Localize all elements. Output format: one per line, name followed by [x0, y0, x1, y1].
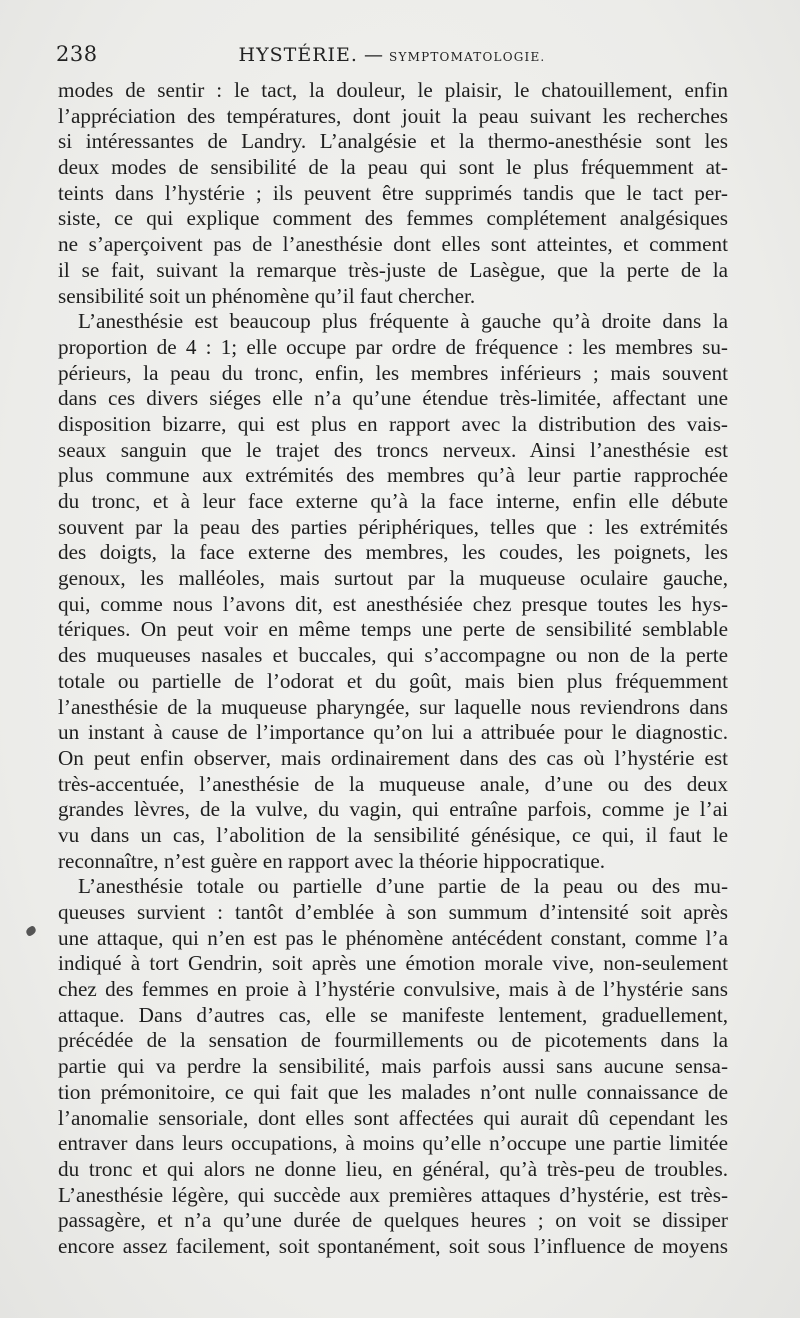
text-line: reconnaître, n’est guère en rapport avec la théorie hippocratique. [58, 848, 606, 873]
text-line: tériques. On peut voir en même temps une perte de sensibilité semblable [58, 617, 728, 642]
running-head-separator: — [364, 44, 383, 66]
text-line: l’anomalie sensoriale, dont elles sont affectées qui aurait dû cependant les [58, 1105, 728, 1130]
text-line: totale ou partielle de l’odorat et du goût, mais bien plus fréquemment [58, 668, 728, 693]
text-line: plus commune aux extrémités des membres qu’à leur partie rapprochée [58, 463, 728, 488]
ink-blot-mark [25, 925, 38, 937]
text-line: indiqué à tort Gendrin, soit après une émotion morale vive, non-seulement [58, 951, 728, 976]
text-line: passagère, et n’a qu’une durée de quelques heures ; on voit se dissiper [58, 1208, 728, 1233]
text-line: On peut enfin observer, mais ordinairement dans des cas où l’hystérie est [58, 745, 728, 770]
text-line: chez des femmes en proie à l’hystérie convulsive, mais à de l’hystérie sans [58, 977, 728, 1002]
text-line: teints dans l’hystérie ; ils peuvent être supprimés tandis que le tact per- [58, 180, 728, 205]
text-line: ne s’aperçoivent pas de l’anesthésie dont elles sont atteintes, et comment [58, 232, 728, 257]
text-line: tion prémonitoire, ce qui fait que les malades n’ont nulle connaissance de [58, 1079, 728, 1104]
text-line: L’anesthésie légère, qui succède aux premières attaques d’hystérie, est très- [58, 1182, 728, 1207]
text-line: seaux sanguin que le trajet des troncs nerveux. Ainsi l’anesthésie est [58, 437, 728, 462]
text-line: qui, comme nous l’avons dit, est anesthésiée chez presque toutes les hys- [58, 591, 728, 616]
text-line: encore assez facilement, soit spontanément, soit sous l’influence de moyens [58, 1233, 728, 1258]
text-line: souvent par la peau des parties périphériques, telles que : les extrémités [58, 514, 728, 539]
text-line: des muqueuses nasales et buccales, qui s’accompagne ou non de la perte [58, 643, 728, 668]
text-line: grandes lèvres, de la vulve, du vagin, qui entraîne parfois, comme je l’ai [58, 797, 728, 822]
text-line: une attaque, qui n’en est pas le phénomène antécédent constant, comme l’a [58, 925, 728, 950]
body-text [58, 78, 728, 1260]
text-line: vu dans un cas, l’abolition de la sensibilité génésique, ce qui, il faut le [58, 822, 728, 847]
text-line: disposition bizarre, qui est plus en rapport avec la distribution des vais- [58, 411, 728, 436]
text-line: précédée de la sensation de fourmillements ou de picotements dans la [58, 1028, 728, 1053]
text-line: l’anesthésie de la muqueuse pharyngée, sur laquelle nous reviendrons dans [58, 694, 728, 719]
text-line: il se fait, suivant la remarque très-juste de Lasègue, que la perte de la [58, 257, 728, 282]
text-line: dans ces divers siéges elle n’a qu’une étendue très-limitée, affectant une [58, 386, 728, 411]
text-line: L’anesthésie est beaucoup plus fréquente à gauche qu’à droite dans la [78, 309, 728, 334]
page-number: 238 [56, 42, 98, 66]
text-line: des doigts, la face externe des membres, les coudes, les poignets, les [58, 540, 728, 565]
text-line: l’appréciation des températures, dont jouit la peau suivant les recherches [58, 103, 728, 128]
text-line: proportion de 4 : 1; elle occupe par ordre de fréquence : les membres su- [58, 334, 728, 359]
text-line: queuses survient : tantôt d’emblée à son summum d’intensité soit après [58, 900, 728, 924]
running-head [56, 44, 728, 66]
text-line: sensibilité soit un phénomène qu’il faut chercher. [58, 283, 476, 308]
text-line: du tronc, et à leur face externe qu’à la face interne, enfin elle débute [58, 489, 728, 513]
text-line: siste, ce qui explique comment des femmes complétement analgésiques [58, 206, 728, 231]
running-head-title: HYSTÉRIE. [238, 44, 358, 66]
running-head-subtitle: SYMPTOMATOLOGIE. [389, 50, 546, 64]
text-line: du tronc et qui alors ne donne lieu, en général, qu’à très-peu de troubles. [58, 1156, 728, 1181]
text-line: L’anesthésie totale ou partielle d’une partie de la peau ou des mu- [78, 874, 728, 899]
text-line: attaque. Dans d’autres cas, elle se manifeste lentement, graduellement, [58, 1002, 728, 1027]
text-line: si intéressantes de Landry. L’analgésie et la thermo-anesthésie sont les [58, 129, 728, 154]
page-header [56, 38, 728, 68]
text-line: un instant à cause de l’importance qu’on lui a attribuée pour le diagnostic. [58, 720, 728, 745]
text-line: partie qui va perdre la sensibilité, mais parfois aussi sans aucune sensa- [58, 1054, 728, 1079]
text-line: très-accentuée, l’anesthésie de la muqueuse anale, d’une ou des deux [58, 771, 728, 796]
text-line: périeurs, la peau du tronc, enfin, les membres inférieurs ; mais souvent [58, 360, 728, 385]
text-line: genoux, les malléoles, mais surtout par la muqueuse oculaire gauche, [58, 566, 728, 591]
text-line: modes de sentir : le tact, la douleur, le plaisir, le chatouillement, enfin [58, 78, 728, 102]
text-line: entraver dans leurs occupations, à moins qu’elle n’occupe une partie limitée [58, 1131, 728, 1156]
text-line: deux modes de sensibilité de la peau qui sont le plus fréquemment at- [58, 155, 728, 180]
